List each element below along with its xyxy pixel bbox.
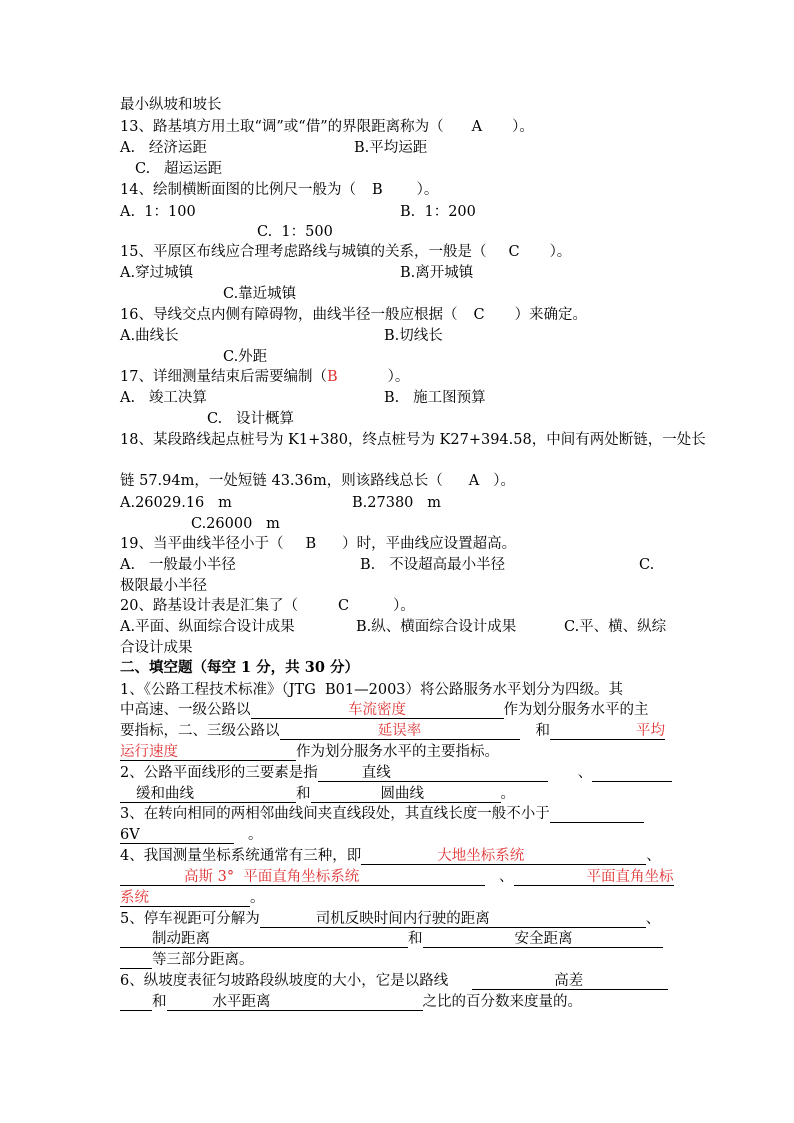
q18-option-c: C.26000 m — [191, 516, 280, 532]
f2-answer-2: 缓和曲线 — [136, 786, 194, 802]
q19-stem: 19、当平曲线半径小于（ B ）时，平曲线应设置超高。 — [120, 536, 517, 552]
q20-option-a: A.平面、纵面综合设计成果 — [120, 619, 295, 635]
f2-answer-1: 直线 — [361, 765, 391, 781]
f3-line1: 3、在转向相同的两相邻曲线间夹直线段处，其直线长度一般不小于 — [120, 805, 644, 823]
f4-line1: 4、我国测量坐标系统通常有三种，即 大地坐标系统 、 — [120, 848, 661, 864]
f5-line2: 制动距离 和 安全距离 — [120, 930, 663, 948]
f1-line4: 运行速度 作为划分服务水平的主要指标。 — [120, 744, 499, 760]
q19-option-c-label: C. — [639, 557, 655, 573]
q13-option-a: A. 经济运距 — [120, 140, 207, 156]
q14-option-b: B. 1：200 — [400, 204, 476, 220]
f5-answer-1: 司机反映时间内行驶的距离 — [315, 911, 490, 927]
f6-answer-2: 水平距离 — [212, 994, 271, 1010]
f3-answer: 6V — [120, 827, 140, 843]
f1-answer-3b: 运行速度 — [120, 744, 178, 760]
q17-answer: B — [326, 369, 338, 385]
q14-option-c: C. 1：500 — [257, 224, 333, 240]
q18-option-b: B.27380 m — [352, 495, 441, 511]
q18-stem-line1: 18、某段路线起点桩号为 K1+380，终点桩号为 K27+394.58，中间有两处断链，一处长 — [120, 432, 706, 448]
f4-line3: 系统 。 — [120, 890, 265, 906]
f6-line2: 和 水平距离 之比的百分数来度量的。 — [120, 993, 582, 1011]
q17-option-c: C. 设计概算 — [207, 411, 295, 427]
f4-answer-3b: 系统 — [120, 890, 149, 906]
q14-stem: 14、绘制横断面图的比例尺一般为（ B ）。 — [120, 182, 439, 198]
q15-answer: C — [508, 244, 520, 260]
q17-option-a: A. 竣工决算 — [120, 390, 207, 406]
q17-stem: 17、详细测量结束后需要编制（B ）。 — [120, 369, 410, 385]
f2-answer-3: 圆曲线 — [380, 786, 424, 802]
q13-stem: 13、路基填方用土取“调”或“借”的界限距离称为（ A ）。 — [120, 119, 534, 135]
q20-option-b: B.纵、横面综合设计成果 — [356, 619, 517, 635]
f2-line1: 2、公路平面线形的三要素是指 直线 、 — [120, 764, 672, 782]
f5-line1: 5、停车视距可分解为 司机反映时间内行驶的距离 、 — [120, 911, 661, 927]
q18-answer: A — [468, 473, 480, 489]
q17-option-b: B. 施工图预算 — [384, 390, 486, 406]
f5-answer-3: 安全距离 — [514, 931, 573, 947]
q16-answer: C — [473, 307, 485, 323]
f1-line3: 要指标，二、三级公路以 延误率 和 平均 — [120, 723, 665, 739]
q19-option-b: B. 不设超高最小半径 — [360, 557, 506, 573]
q19-option-a: A. 一般最小半径 — [120, 557, 236, 573]
q16-option-b: B.切线长 — [384, 328, 443, 344]
q20-answer: C — [337, 598, 350, 614]
q15-option-c: C.靠近城镇 — [223, 286, 297, 302]
f5-line3: 等三部分距离。 — [120, 951, 254, 969]
f4-answer-2: 高斯 3° 平面直角坐标系统 — [184, 869, 360, 885]
q15-stem: 15、平原区布线应合理考虑路线与城镇的关系，一般是（ C ）。 — [120, 244, 572, 260]
q19-answer: B — [305, 536, 317, 552]
f4-answer-1: 大地坐标系统 — [437, 848, 525, 864]
section-title-fill-blank: 二、填空题（每空 1 分，共 30 分） — [120, 659, 359, 676]
f5-answer-2: 制动距离 — [152, 931, 210, 947]
q16-option-c: C.外距 — [223, 349, 268, 365]
q16-stem: 16、导线交点内侧有障碍物，曲线半径一般应根据（ C ）来确定。 — [120, 307, 588, 323]
q15-option-a: A.穿过城镇 — [120, 265, 194, 281]
q20-option-c-cont: 合设计成果 — [120, 640, 193, 656]
f3-line2: 6V 。 — [120, 827, 263, 843]
f6-line1: 6、纵坡度表征匀坡路段纵坡度的大小，它是以路线 高差 — [120, 972, 668, 990]
q14-option-a: A. 1：100 — [120, 204, 196, 220]
f1-answer-2: 延误率 — [377, 723, 422, 739]
q16-option-a: A.曲线长 — [120, 328, 179, 344]
f1-answer-1: 车流密度 — [348, 702, 406, 718]
f1-line2: 中高速、一级公路以 车流密度 作为划分服务水平的主 — [120, 702, 649, 718]
f6-answer-1: 高差 — [554, 973, 584, 989]
q15-option-b: B.离开城镇 — [400, 265, 474, 281]
f4-line2: 高斯 3° 平面直角坐标系统 、 平面直角坐标 — [120, 868, 674, 886]
f4-answer-3a: 平面直角坐标 — [586, 869, 674, 885]
q13-answer: A — [471, 119, 483, 135]
f1-answer-3a: 平均 — [636, 723, 665, 739]
q13-option-b: B.平均运距 — [354, 140, 428, 156]
q18-option-a: A.26029.16 m — [120, 495, 232, 511]
q18-stem-line2: 链 57.94m，一处短链 43.36m，则该路线总长（ A ）。 — [120, 473, 515, 489]
line-top: 最小纵坡和坡长 — [120, 97, 222, 113]
q14-answer: B — [371, 182, 383, 198]
q19-option-c: 极限最小半径 — [120, 578, 207, 594]
f2-line2: 缓和曲线 和 圆曲线 。 — [120, 785, 515, 803]
q13-option-c: C. 超运运距 — [135, 161, 223, 177]
q20-stem: 20、路基设计表是汇集了（ C ）。 — [120, 598, 415, 614]
f1-line1: 1、《公路工程技术标准》（JTG B01—2003）将公路服务水平划分为四级。其 — [120, 682, 624, 698]
q20-option-c: C.平、横、纵综 — [564, 619, 667, 635]
